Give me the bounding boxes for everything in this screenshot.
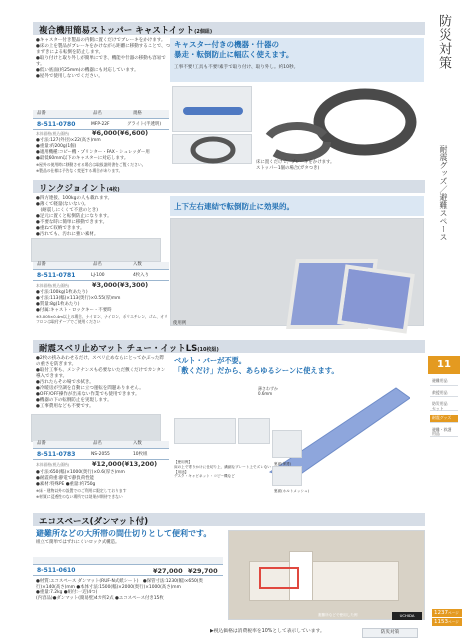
s1-photo-machine bbox=[172, 86, 252, 132]
s1-photo-caption: 床に置くだけで、ブレーキをかけます。 bbox=[256, 160, 335, 165]
s3-photo-office bbox=[31, 414, 161, 442]
s2-table-head: 品番 品名 入数 bbox=[33, 262, 169, 269]
stopper-pair-icon bbox=[255, 84, 423, 164]
s2-callout: 上下左右連結で転倒防止に効果的。 bbox=[174, 202, 294, 211]
s3-photo-sample3 bbox=[272, 430, 302, 458]
s2-price-label: 本体価格(税込価格) bbox=[36, 283, 70, 288]
page-ref-1[interactable]: 1237ページ bbox=[432, 609, 462, 617]
side-band bbox=[426, 0, 462, 644]
s1-callout-sub: 工事不要!工具も不要!素手で取り付け、取り外し。約10秒。 bbox=[174, 65, 299, 70]
bullet: ●床の上を製品がブレーキをかけながら距離に移動することで、つまずきによる転倒を防止します。 bbox=[36, 44, 171, 55]
s2-photo-caption: 使用例 bbox=[173, 321, 187, 326]
side-tab-list bbox=[430, 378, 458, 437]
s4-table-head bbox=[33, 557, 223, 564]
stopper-ring-icon bbox=[173, 135, 253, 165]
s3-bullets: ●2枚の挟みあわせるだけ。スベリ止めならにとってかぶった際の重さを防ぎます。 ●取付工事も、メンテナンスも必要ないただ敷くだけでカンタン導入できます。 ●汚れたらその場で水拭き。 ●冷暖房が空調を自動に立つ運転を問題ありません。 ●OFF/OFF操作が出来ない作業でも使用できます。 ●機器の下の転倒防止を実現します。 ●工事費用なども不要です。 bbox=[36, 356, 166, 409]
page-ref-2[interactable]: 1153ページ bbox=[432, 618, 462, 626]
side-tab-item-active[interactable]: 耐震グッズ bbox=[430, 415, 458, 423]
footer-note: ▶税込価格は消費税率を10%として表示しています。 bbox=[210, 629, 325, 634]
s4-price-tax: ¥29,700 bbox=[188, 567, 218, 575]
s1-code[interactable]: 8-511-0780 bbox=[37, 121, 76, 128]
brand-logo: UCHIDA bbox=[392, 612, 422, 620]
s1-photo-stopper bbox=[172, 134, 252, 164]
s1-callout: キャスター付きの機器・什器の 暴走・転倒防止に幅広く使えます。 bbox=[174, 40, 294, 59]
s1-photo-caption2: ストッパー1個の場合(ガタつき) bbox=[256, 166, 320, 171]
side-tab-item[interactable]: 避難・救護 用品 bbox=[430, 427, 458, 437]
s2-code-row: 8-511-0781 LJ-100 4枚入り bbox=[33, 269, 169, 281]
s4-photo-ecospace bbox=[228, 530, 425, 620]
s4-code[interactable]: 8-511-0610 bbox=[37, 567, 76, 574]
s3-small-label1: 裏面(保護) bbox=[274, 462, 292, 466]
s3-thickness: 薄さわずか 0.6mm bbox=[258, 386, 278, 396]
bullet: ●キャスター付き製品の内側に置くだけでブレーキをかけます。 bbox=[36, 38, 166, 43]
section-title-caststopper: 複合機用簡易ストッパー キャストイット(2個組) bbox=[33, 22, 425, 35]
s1-photo-rings bbox=[255, 84, 423, 164]
bullet: ●取り付けと取り外しが簡単にでき、機能や什器の移動も容易です。 bbox=[36, 56, 166, 67]
s4-code-row bbox=[33, 564, 223, 576]
s1-specs: ●寸法:127(外径)×22(高さ)mm ●重量:約200g(1個) ●適用機種:コピー機・プリンター・FAX・シュレッダー用 ●最低60mm以下のキャスターに対応します。 ※屋外の使用時に移動させる場合は取扱説明書をご覧ください。 ※製品の仕様は予告なく変更する場合があります。 bbox=[36, 138, 150, 174]
s3-table-head: 品番 品名 入数 bbox=[33, 441, 169, 448]
s4-sub: 組立て簡単ではずれにくいロック式構造。 bbox=[36, 540, 120, 545]
s3-small-label2: 裏面(ホルトメッシュ) bbox=[274, 489, 310, 493]
side-tab-number-text: 11 bbox=[437, 359, 451, 370]
side-tab-item[interactable]: 防災用品 セット bbox=[430, 401, 458, 411]
s1-bullets bbox=[36, 38, 171, 80]
s4-callout: 避難所などの大所帯の間仕切りとして便利です。 bbox=[36, 529, 212, 538]
s3-code-row: 8-511-0783 NS-2055 10枚組 bbox=[33, 448, 169, 460]
section-title-linkjoint: リンクジョイント(4枚) bbox=[33, 180, 425, 193]
s1-table-head: 品番 品名 規格 bbox=[33, 110, 169, 118]
footer-box: 防災対策 bbox=[362, 628, 418, 638]
s1-price-label: 本体価格(税込価格) bbox=[36, 131, 70, 136]
s3-price-label: 本体価格(税込価格) bbox=[36, 462, 70, 467]
s2-code[interactable]: 8-511-0781 bbox=[37, 272, 76, 279]
s4-photo-note: 避難所などで使用した例 bbox=[318, 613, 358, 617]
s3-callout: ベルト・バーが不要。 「敷くだけ」だから、あらゆるシーンに使えます。 bbox=[174, 356, 339, 375]
s3-photo-sample2 bbox=[238, 418, 270, 444]
s3-photo-sample4 bbox=[272, 466, 302, 486]
s2-bullets: ●四方連接、100kgの人も載れます。 ●薄くて軽量(ないない)。 (耐震しにくくて不意のとき) ●足元に置くと転倒防止になります。 ●不要な時に簡単に移動できます。 ●重ねて収納できます。 ●汚れても、汚れに強い素材。 bbox=[36, 196, 113, 237]
side-category: 防災対策 bbox=[436, 14, 451, 70]
bullet: ●屋外で使用しないでください。 bbox=[36, 74, 103, 79]
s1-price: ¥6,000(¥6,600) bbox=[92, 129, 149, 137]
s3-use-note: 【使用例】 床の上で寄りかけに仕切り上、繊細なプレート上でズレない 【用途】 デスク・キャビネット・コピー機など bbox=[174, 460, 271, 479]
side-tab-item[interactable]: 避難用品 bbox=[430, 378, 458, 386]
side-tab-item[interactable]: 救援用品 bbox=[430, 390, 458, 398]
s3-code[interactable]: 8-511-0783 bbox=[37, 451, 76, 458]
side-subcategory: 耐震グッズ／避難スペース bbox=[439, 145, 448, 241]
s2-photo-room bbox=[31, 238, 161, 262]
s2-photo-panel bbox=[170, 218, 424, 326]
s1-code-row: 8-511-0780 MFP-22F グライト(半透明) bbox=[33, 118, 169, 130]
s3-price: ¥12,000(¥13,200) bbox=[92, 460, 158, 468]
s2-price: ¥3,000(¥3,300) bbox=[92, 281, 149, 289]
section-title-nonslip-mat: 耐震スベリ止めマット チュー・イットLS(10枚組) bbox=[33, 340, 425, 353]
s4-specs: ●材質:エコスペース ダンマット(RUF-N式紙シート) ●保管寸法:1230(幅)×650(奥行)×140(高さ)mm ●本体寸法:1500(幅)×2000(奥行)×1000(高さ)mm ●重量:7.2kg ●組付:一辺(4つ) (内容品)●ダンマット(簡易壁)4カ所2式 ●エコスペース付き15枚 bbox=[36, 579, 203, 602]
section-title-ecospace: エコスペース(ダンマット付) bbox=[33, 513, 425, 526]
s4-price: ¥27,000 bbox=[153, 567, 183, 575]
s3-specs: ●寸法:650(幅)×1000(奥行)×0.6(厚さ)mm ●耐震荷重:静電で静負荷性能 ●素材:特殊PE ●重量:約750g ※床・建物以外の設置でのご利用に限定しております ※材質に浸透性のない場所では効果が期待できない bbox=[36, 470, 127, 500]
side-tab-number[interactable] bbox=[428, 356, 460, 374]
s3-photo-sample1 bbox=[174, 418, 236, 444]
s2-specs: ●寸法:100kg(1枚あたり) ●寸法:113(幅)×113(奥行)×0.55(厚)mm ●質量:8g(1枚あたり) ●付属:キャスト・ロックキー・不要時 ※3.005×0.4m以上の場合、ナイロン、ナイロン、ポリエチレン、ゴム、オリフロンは取付テープでご使用ください bbox=[36, 290, 168, 325]
bullet: ●低い底面(約25mm)の機器にも対応しています。 bbox=[36, 68, 139, 73]
